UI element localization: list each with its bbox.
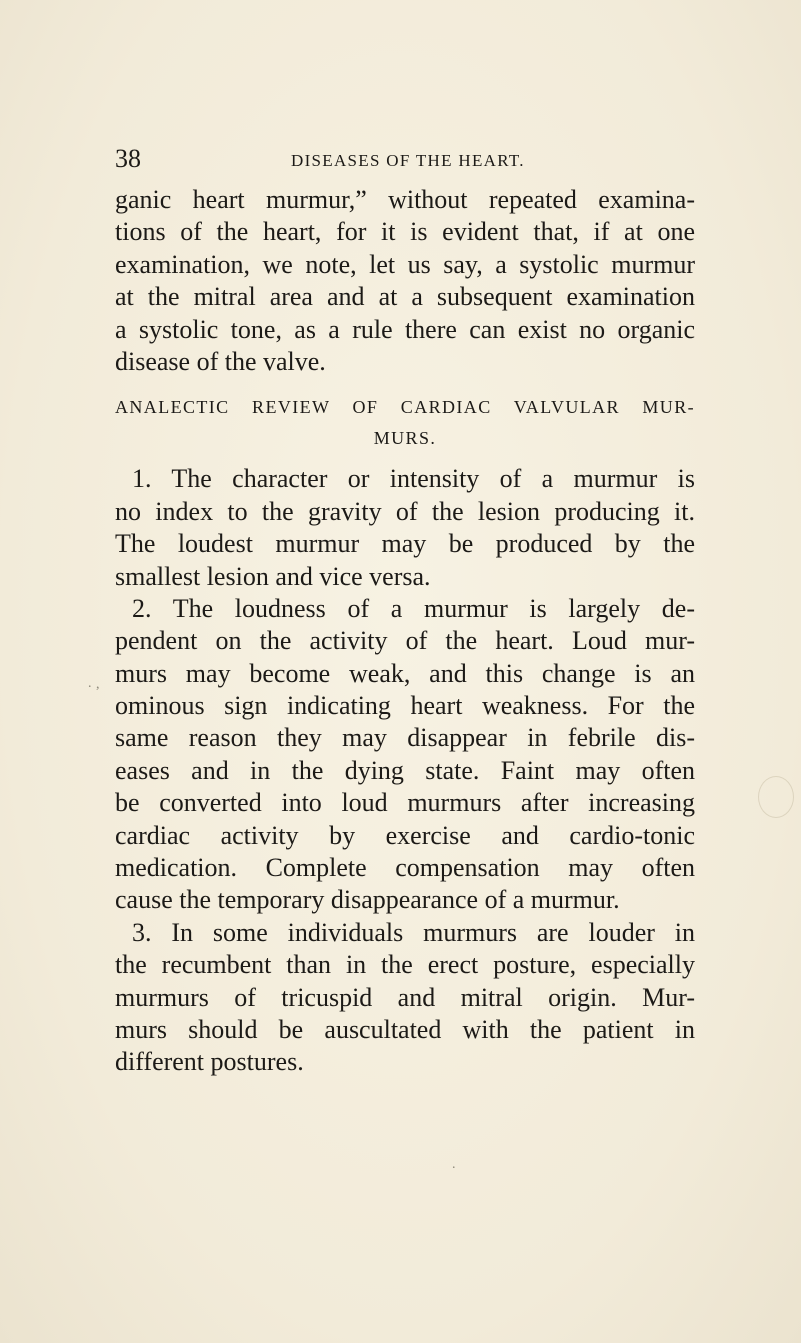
text-line: a systolic tone, as a rule there can exist no organic	[115, 314, 695, 344]
text-line: 1. The character or intensity of a murmur is	[132, 464, 695, 494]
page-header	[115, 144, 715, 178]
text-line: the recumbent than in the erect posture, especially	[115, 950, 695, 980]
page-number: 38	[115, 144, 141, 173]
text-line: cardiac activity by exercise and cardio-tonic	[115, 820, 695, 850]
text-line: eases and in the dying state. Faint may often	[115, 755, 695, 785]
margin-speck: ,	[96, 677, 100, 692]
text-line: ominous sign indicating heart weakness. For the	[115, 691, 695, 721]
text-line: ganic heart murmur,” without repeated examina-	[115, 185, 695, 214]
text-line: disease of the valve.	[115, 346, 326, 376]
text-line: examination, we note, let us say, a systolic murmur	[115, 249, 695, 279]
text-line: smallest lesion and vice versa.	[115, 561, 431, 591]
text-line: at the mitral area and at a subsequent examination	[115, 282, 695, 312]
paper-stain	[758, 776, 794, 818]
text-line: be converted into loud murmurs after increasing	[115, 788, 695, 818]
text-line: The loudest murmur may be produced by the	[115, 529, 695, 559]
text-line: medication. Complete compensation may often	[115, 853, 695, 883]
heading-line: MURS.	[373, 428, 437, 449]
text-line: same reason they may disappear in febrile dis-	[115, 723, 695, 753]
body-text	[115, 184, 695, 1079]
numbered-item-1	[115, 463, 695, 593]
text-line: murs should be auscultated with the patient in	[115, 1014, 695, 1044]
text-line: cause the temporary disappearance of a murmur.	[115, 885, 620, 915]
text-line: different postures.	[115, 1047, 304, 1077]
text-line: murs may become weak, and this change is an	[115, 658, 695, 688]
text-line: tions of the heart, for it is evident that, if at one	[115, 217, 695, 247]
numbered-item-3	[115, 917, 695, 1079]
text-line: pendent on the activity of the heart. Loud mur-	[115, 626, 695, 656]
heading-line: ANALECTIC REVIEW OF CARDIAC VALVULAR MUR-	[115, 397, 695, 418]
text-line: murmurs of tricuspid and mitral origin. Mur-	[115, 982, 695, 1012]
numbered-item-2	[115, 593, 695, 917]
paper-speck: .	[452, 1157, 456, 1172]
continued-paragraph	[115, 184, 695, 378]
text-line: 2. The loudness of a murmur is largely de-	[132, 593, 695, 623]
running-head: DISEASES OF THE HEART.	[291, 151, 525, 170]
text-line: 3. In some individuals murmurs are louder in	[132, 917, 695, 947]
section-heading	[115, 392, 695, 454]
margin-speck: .	[88, 676, 92, 691]
text-line: no index to the gravity of the lesion producing it.	[115, 496, 695, 526]
